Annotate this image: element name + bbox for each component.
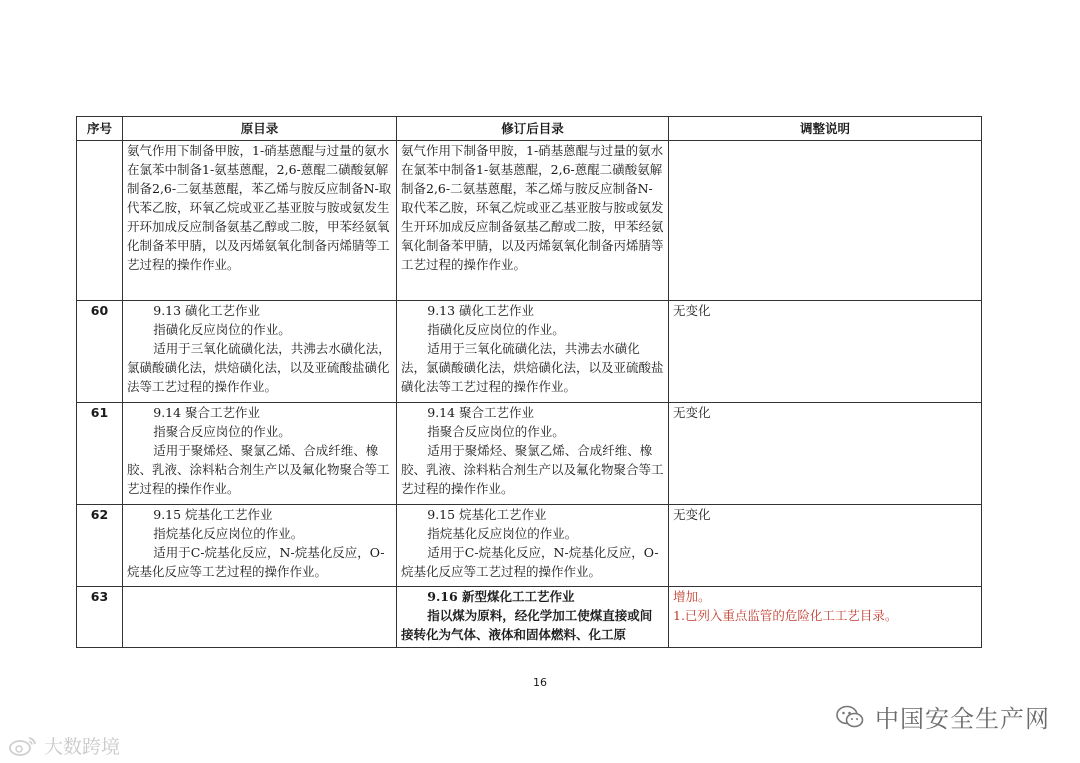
row-revised — [397, 301, 669, 403]
wechat-icon — [835, 704, 865, 730]
table-row — [77, 505, 982, 587]
row-revised — [397, 505, 669, 587]
row-revised — [397, 587, 669, 648]
section-scope: 适用于聚烯烃、聚氯乙烯、合成纤维、橡胶、乳液、涂料粘合剂生产以及氟化物聚合等工艺过程的操作作业。 — [127, 443, 390, 496]
table-row — [77, 141, 982, 301]
row-seq: 62 — [77, 505, 123, 587]
section-title: 9.15 烷基化工艺作业 — [153, 507, 273, 522]
section-title: 9.13 磺化工艺作业 — [427, 303, 535, 318]
watermark-text: 大数跨境 — [44, 736, 121, 758]
row-original — [123, 587, 397, 648]
row-seq: 63 — [77, 587, 123, 648]
section-definition: 指磺化反应岗位的作业。 — [427, 322, 565, 337]
row-note: 无变化 — [669, 505, 982, 587]
row-note: 无变化 — [669, 301, 982, 403]
header-note: 调整说明 — [669, 117, 982, 141]
watermark-right — [835, 699, 1050, 734]
comparison-table — [76, 116, 982, 648]
weibo-icon — [8, 735, 38, 757]
row-revised — [397, 403, 669, 505]
section-definition: 指烷基化反应岗位的作业。 — [153, 526, 304, 541]
page-number: 16 — [533, 676, 547, 689]
row-original — [123, 403, 397, 505]
row-note — [669, 587, 982, 648]
table-row — [77, 587, 982, 648]
section-definition: 指磺化反应岗位的作业。 — [153, 322, 291, 337]
section-title: 9.14 聚合工艺作业 — [153, 405, 261, 420]
section-definition: 指以煤为原料，经化学加工使煤直接或间接转化为气体、液体和固体燃料、化工原 — [401, 608, 653, 642]
section-scope: 适用于三氧化硫磺化法，共沸去水磺化法，氯磺酸磺化法，烘焙磺化法，以及亚硫酸盐磺化法等工艺过程的操作作业。 — [127, 341, 391, 394]
table-row — [77, 301, 982, 403]
row-revised: 氨气作用下制备甲胺，1-硝基蒽醌与过量的氨水在氯苯中制备1-氨基蒽醌，2,6-蒽醌二磺酸氨解制备2,6-二氨基蒽醌，苯乙烯与胺反应制备N-取代苯乙胺，环氧乙烷或亚乙基亚胺与胺或氨发生开环加成反应制备氨基乙醇或二胺，甲苯经氨氧化制备苯甲腈，以及丙烯氨氧化制备丙烯腈等工艺过程的操作作业。 — [397, 141, 669, 301]
section-title: 9.15 烷基化工艺作业 — [427, 507, 547, 522]
note-reason: 1.已列入重点监管的危险化工工艺目录。 — [673, 608, 898, 623]
header-seq: 序号 — [77, 117, 123, 141]
watermark-text: 中国安全生产网 — [875, 705, 1050, 733]
row-seq: 61 — [77, 403, 123, 505]
header-original: 原目录 — [123, 117, 397, 141]
section-title: 9.13 磺化工艺作业 — [153, 303, 261, 318]
section-scope: 适用于三氧化硫磺化法，共沸去水磺化法，氯磺酸磺化法，烘焙磺化法，以及亚硫酸盐磺化法等工艺过程的操作作业。 — [401, 341, 664, 394]
row-original — [123, 301, 397, 403]
table-row — [77, 403, 982, 505]
row-original: 氨气作用下制备甲胺，1-硝基蒽醌与过量的氨水在氯苯中制备1-氨基蒽醌，2,6-蒽醌二磺酸氨解制备2,6-二氨基蒽醌，苯乙烯与胺反应制备N-取代苯乙胺，环氧乙烷或亚乙基亚胺与胺或氨发生开环加成反应制备氨基乙醇或二胺，甲苯经氨氧化制备苯甲腈，以及丙烯氨氧化制备丙烯腈等工艺过程的操作作业。 — [123, 141, 397, 301]
table-header-row — [77, 117, 982, 141]
section-definition: 指烷基化反应岗位的作业。 — [427, 526, 578, 541]
watermark-left — [8, 732, 120, 759]
row-seq — [77, 141, 123, 301]
note-added: 增加。 — [673, 589, 711, 604]
section-scope: 适用于C-烷基化反应，N-烷基化反应，O-烷基化反应等工艺过程的操作作业。 — [401, 545, 659, 579]
section-title: 9.14 聚合工艺作业 — [427, 405, 535, 420]
section-title: 9.16 新型煤化工工艺作业 — [427, 589, 575, 604]
row-note: 无变化 — [669, 403, 982, 505]
section-scope: 适用于聚烯烃、聚氯乙烯、合成纤维、橡胶、乳液、涂料粘合剂生产以及氟化物聚合等工艺过程的操作作业。 — [401, 443, 664, 496]
header-revised: 修订后目录 — [397, 117, 669, 141]
section-definition: 指聚合反应岗位的作业。 — [153, 424, 291, 439]
row-note — [669, 141, 982, 301]
section-definition: 指聚合反应岗位的作业。 — [427, 424, 565, 439]
section-scope: 适用于C-烷基化反应，N-烷基化反应，O-烷基化反应等工艺过程的操作作业。 — [127, 545, 385, 579]
row-original — [123, 505, 397, 587]
row-seq: 60 — [77, 301, 123, 403]
